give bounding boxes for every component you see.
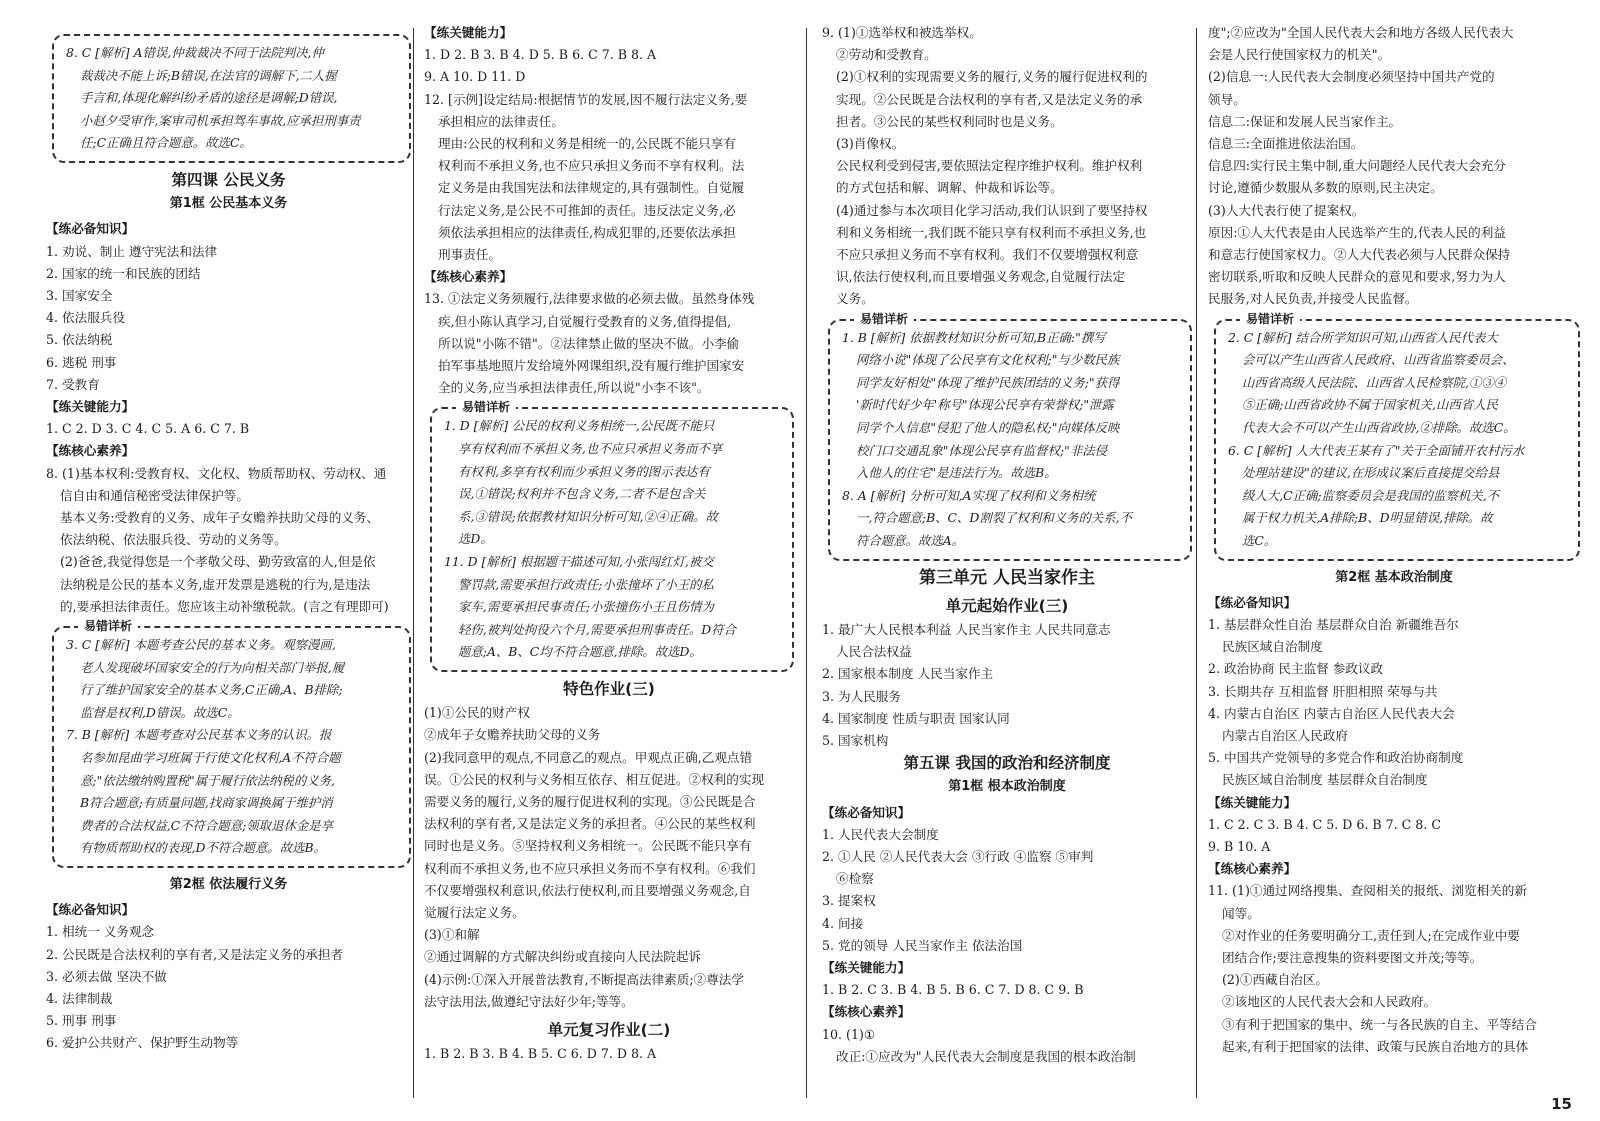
text-line: 老人发现破坏国家安全的行为向相关部门举报,履 (80, 659, 345, 675)
list-item: 5. 党的领导 人民当家作主 依法治国 (822, 937, 1023, 953)
box-title: 易错详析 (456, 398, 516, 416)
text-line: (2)我同意甲的观点,不同意乙的观点。甲观点正确,乙观点错 (424, 749, 753, 765)
text-line: 入他人的住宅"是违法行为。故选B。 (856, 465, 1057, 481)
text-line: 级人大,C正确;监察委员会是我国的监察机关,不 (1242, 487, 1499, 503)
text-line: (3)人大代表行使了提案权。 (1208, 202, 1365, 218)
frame-title: 第2框 依法履行义务 (169, 876, 288, 892)
text-line: (4)通过参与本次项目化学习活动,我们认识到了要坚持权 (836, 202, 1148, 218)
text-line: 领导。 (1208, 91, 1246, 107)
text-line: 题意;A、B、C均不符合题意,排除。故选D。 (458, 644, 702, 660)
frame-title: 第1框 根本政治制度 (948, 779, 1066, 795)
answer-line: 1. D 2. B 3. B 4. D 5. B 6. C 7. B 8. A (424, 47, 657, 63)
text-line: 符合题意。故选A。 (856, 532, 965, 548)
list-item: 7. 受教育 (46, 376, 100, 392)
section-heading: 【练核心素养】 (822, 1004, 911, 1020)
answer-line: 1. C 2. D 3. C 4. C 5. A 6. C 7. B (46, 421, 250, 437)
text-line: (2)爸爸,我觉得您是一个孝敬父母、勤劳致富的人,但是依 (60, 554, 376, 570)
text-line: 民服务,对人民负责,并接受人民监督。 (1208, 291, 1418, 307)
section-heading: 【练关键能力】 (424, 25, 513, 40)
text-line: 觉履行法定义务。 (424, 905, 525, 921)
list-item: 5. 刑事 刑事 (46, 1013, 117, 1029)
list-item: 1. 最广大人民根本利益 人民当家作主 人民共同意志 (822, 621, 1111, 637)
text-line: 名参加昆曲学习班属于行使文化权利,A不符合题 (80, 750, 341, 765)
text-line: 监督是权利,D错误。故选C。 (80, 704, 240, 720)
text-line: 识,依法行使权利,而且要增强义务观念,自觉履行法定 (836, 269, 1126, 285)
analysis-box (430, 400, 794, 672)
text-line: 同时也是义务。⑤坚持权利义务相统一。公民既不能只享有 (424, 838, 752, 854)
text-line: 利和义务相统一,我们既不能只享有权利而不承担义务,也 (836, 224, 1147, 240)
text-line: 同学个人信息"侵犯了他人的隐私权;"向媒体反映 (856, 420, 1120, 436)
list-item: 4. 国家制度 性质与职责 国家认同 (822, 710, 1010, 726)
text-line: 代表大会不可以产生山西省政协,②排除。故选C。 (1242, 420, 1516, 436)
section-heading: 【练关键能力】 (46, 399, 135, 414)
column-divider (1196, 28, 1197, 1098)
text-line: ②该地区的人民代表大会和人民政府。 (1222, 994, 1437, 1010)
text-line: 1. D [解析] 公民的权利义务相统一,公民既不能只 (444, 418, 715, 434)
text-line: 10. (1)① (822, 1026, 876, 1042)
text-line: 拍军事基地照片发给境外网课组织,没有履行维护国家安 (438, 358, 745, 374)
frame-title: 第2框 基本政治制度 (1335, 569, 1453, 585)
list-item: 3. 长期共存 互相监督 肝胆相照 荣辱与共 (1208, 683, 1438, 699)
text-line: 校门口交通乱象"体现公民享有监督权;"非法侵 (856, 442, 1107, 458)
analysis-box-top (52, 34, 411, 163)
text-line: 的,要承担法律责任。您应该主动补缴税款。(言之有理即可) (60, 598, 389, 614)
text-line: ②成年子女赡养扶助父母的义务 (424, 727, 601, 743)
text-line: 信息二:保证和发展人民当家作主。 (1208, 113, 1402, 129)
text-line: 定义务是由我国宪法和法律规定的,具有强制性。自觉履 (438, 180, 745, 196)
section-heading: 【练关键能力】 (1208, 794, 1297, 810)
text-line: 信息四:实行民主集中制,重大问题经人民代表大会充分 (1208, 158, 1506, 174)
text-line: 9. (1)①选举权和被选举权。 (822, 25, 982, 40)
text-line: 和意志行使国家权力。②人大代表必须与人民群众保持 (1208, 247, 1511, 263)
list-item: 3. 为人民服务 (822, 688, 901, 704)
list-item: 1. 人民代表大会制度 (822, 826, 939, 842)
text-line: 原因:①人大代表是由人民选举产生的,代表人民的利益 (1208, 224, 1506, 240)
list-item: 4. 依法服兵役 (46, 310, 125, 326)
special-title: 特色作业(三) (563, 679, 655, 698)
text-line: 12. [示例]设定结局:根据情节的发展,因不履行法定义务,要 (424, 91, 748, 107)
text-line: 误。①公民的权利与义务相互依存、相互促进。②权利的实现 (424, 771, 765, 787)
lesson-title: 第五课 我国的政治和经济制度 (903, 754, 1111, 773)
text-line: 行法定义务,是公民不可推卸的责任。违反法定义务,必 (438, 202, 736, 218)
list-item: 1. 劝说、制止 遵守宪法和法律 (46, 243, 218, 259)
text-line: (4)示例:①深入开展普法教育,不断提高法律素质;②尊法学 (424, 971, 744, 987)
text-line: 信自由和通信秘密受法律保护等。 (60, 487, 249, 503)
text-line: 不应只承担义务而不享有权利。我们不仅要增强权利意 (836, 247, 1139, 263)
list-item: 2. 公民既是合法权利的享有者,又是法定义务的承担者 (46, 946, 344, 962)
lesson-title: 第四课 公民义务 (171, 170, 286, 189)
text-line: 的方式包括和解、调解、仲裁和诉讼等。 (836, 180, 1063, 196)
text-line: 信息三:全面推进依法治国。 (1208, 136, 1364, 152)
text-line: 公民权利受到侵害,要依照法定程序维护权利。维护权利 (836, 158, 1143, 174)
text-line: 起来,有利于把国家的法律、政策与民族自治地方的具体 (1222, 1038, 1529, 1054)
text-line: 费者的合法权益,C不符合题意;领取退休金是享 (80, 817, 334, 833)
text-line: 2. C [解析] 结合所学知识可知,山西省人民代表大 (1228, 329, 1498, 345)
text-line: (3)①和解 (424, 927, 480, 943)
text-line: (2)①西藏自治区。 (1222, 972, 1328, 988)
text-line: 享有权利而不承担义务,也不应只承担义务而不享 (458, 441, 723, 457)
box-title: 易错详析 (854, 310, 914, 328)
text-line: 处理站建设"的建议,在形成议案后直接提交给县 (1242, 465, 1500, 481)
text-line: 属于权力机关,A排除;B、D明显错误,排除。故 (1242, 510, 1493, 526)
frame-title: 第1框 公民基本义务 (169, 196, 288, 212)
column-divider (806, 28, 807, 1098)
text-line: 意;"依法缴纳购置税"属于履行依法纳税的义务, (80, 772, 335, 788)
answer-line: 1. C 2. C 3. B 4. C 5. D 6. B 7. C 8. C (1208, 816, 1441, 832)
start-title: 单元起始作业(三) (945, 596, 1069, 615)
column-4 (1208, 22, 1580, 1058)
list-item: 3. 必须去做 坚决不做 (46, 968, 167, 984)
section-heading: 【练关键能力】 (822, 960, 911, 976)
text-line: 实现。②公民既是合法权利的享有者,又是法定义务的承 (836, 91, 1143, 107)
answer-line: 1. B 2. B 3. B 4. B 5. C 6. D 7. D 8. A (424, 1046, 657, 1062)
text-line: 会是人民行使国家权力的机关"。 (1208, 47, 1391, 63)
text-line: 基本义务:受教育的义务、成年子女赡养扶助父母的义务、 (60, 510, 380, 526)
text-line: 法纳税是公民的基本义务,虚开发票是逃税的行为,是违法 (60, 576, 371, 592)
page-number: 15 (1551, 1095, 1572, 1113)
text-line: 误,①错误;权利并不包含义务,二者不是包含关 (458, 486, 706, 502)
text-line: 任;C正确且符合题意。故选C。 (80, 135, 252, 151)
text-line: ②劳动和受教育。 (836, 47, 937, 63)
text-line: 轻伤,被判处拘役六个月,需要承担刑事责任。D符合 (458, 621, 737, 637)
list-item: 3. 提案权 (822, 893, 876, 909)
text-line: 7. B [解析] 本题考查对公民基本义务的认识。报 (66, 727, 332, 743)
text-line: 山西省高级人民法院、山西省人民检察院,①③④ (1242, 374, 1507, 390)
text-line: 系,③错误;依据教材知识分析可知,②④正确。故 (458, 508, 718, 524)
text-line: 依法纳税、依法服兵役、劳动的义务等。 (60, 532, 287, 548)
text-line: 不仅要增强权利意识,依法行使权利,而且要增强义务观念,自 (424, 882, 751, 898)
box-title: 易错详析 (78, 617, 138, 635)
text-line: 全的义务,应当承担法律责任,所以说"小李不该"。 (438, 380, 710, 396)
text-line: 有物质帮助权的表现,D不符合题意。故选B。 (80, 840, 327, 856)
analysis-box (828, 311, 1192, 561)
list-item: 3. 国家安全 (46, 287, 113, 303)
text-line: 度";②应改为"全国人民代表大会和地方各级人民代表大 (1208, 25, 1514, 40)
text-line: 同学友好相处"体现了维护民族团结的义务;"获得 (856, 374, 1120, 390)
list-item: 4. 法律制裁 (46, 990, 113, 1006)
text-line: '新时代好少年'称号"体现公民享有荣誉权;"泄露 (856, 397, 1114, 413)
unit-title: 第三单元 人民当家作主 (919, 567, 1095, 588)
text-line: 讨论,遵循少数服从多数的原则,民主决定。 (1208, 180, 1443, 196)
text-line: (2)①权利的实现需要义务的履行,义务的履行促进权利的 (836, 69, 1148, 85)
text-line: 承担相应的法律责任。 (438, 113, 564, 129)
text-line: 选D。 (458, 531, 493, 547)
text-line: 裁裁决不能上诉;B错误,在法官的调解下,二人握 (80, 67, 337, 83)
list-item: 4. 内蒙古自治区 内蒙古自治区人民代表大会 (1208, 705, 1455, 721)
text-line: 理由:公民的权利和义务是相统一的,公民既不能只享有 (438, 136, 736, 152)
answer-line: 9. A 10. D 11. D (424, 69, 526, 85)
section-heading: 【练必备知识】 (1208, 594, 1297, 610)
analysis-box (52, 619, 411, 868)
section-heading: 【练必备知识】 (46, 221, 135, 237)
text-line: 刑事责任。 (438, 247, 501, 263)
column-2 (424, 22, 794, 1065)
section-heading: 【练核心素养】 (1208, 861, 1297, 877)
text-line: ③有利于把国家的集中、统一与各民族的自主、平等结合 (1222, 1016, 1537, 1032)
text-line: 担者。③公民的某些权利同时也是义务。 (836, 113, 1063, 129)
list-item: 2. 国家的统一和民族的团结 (46, 265, 201, 281)
column-1 (46, 22, 411, 1055)
list-item: 人民合法权益 (836, 644, 912, 660)
text-line: ⑤正确;山西省政协不属于国家机关,山西省人民 (1242, 397, 1498, 413)
text-line: ②通过调解的方式解决纠纷或直接向人民法院起诉 (424, 949, 702, 965)
text-line: 权利而不承担义务,也不应只承担义务而不享有权利。⑥我们 (424, 860, 756, 876)
text-line: (3)肖像权。 (836, 136, 905, 152)
text-line: 11. D [解析] 根据题干描述可知,小张闯红灯,被交 (444, 554, 714, 570)
analysis-box (1214, 311, 1580, 561)
list-item: 民族区域自治制度 (1222, 639, 1323, 655)
text-line: 6. C [解析] 人大代表王某有了"关于全面铺开农村污水 (1228, 442, 1525, 458)
list-item: 5. 中国共产党领导的多党合作和政治协商制度 (1208, 750, 1464, 766)
text-line: 会可以产生山西省人民政府、山西省监察委员会、 (1242, 352, 1515, 368)
text-line: 密切联系,听取和反映人民群众的意见和要求,努力为人 (1208, 269, 1506, 285)
list-item: ⑥检察 (836, 871, 874, 887)
section-heading: 【练必备知识】 (46, 902, 135, 918)
text-line: 8. (1)基本权利:受教育权、文化权、物质帮助权、劳动权、通 (46, 465, 387, 481)
list-item: 内蒙古自治区人民政府 (1222, 728, 1348, 743)
text-line: (1)①公民的财产权 (424, 705, 530, 721)
text-line: 8. C [解析] A错误,仲裁裁决不同于法院判决,仲 (66, 45, 324, 60)
text-line: 闻等。 (1222, 905, 1260, 921)
answer-line: 1. B 2. C 3. B 4. B 5. B 6. C 7. D 8. C 9. B (822, 982, 1084, 998)
text-line: 手言和,体现化解纠纷矛盾的途径是调解;D错误, (80, 90, 338, 106)
text-line: 选C。 (1242, 532, 1277, 548)
list-item: 2. 国家根本制度 人民当家作主 (822, 666, 994, 682)
text-line: 改正:①应改为"人民代表大会制度是我国的根本政治制 (836, 1048, 1136, 1064)
list-item: 4. 间接 (822, 915, 864, 931)
list-item: 6. 爱护公共财产、保护野生动物等 (46, 1035, 239, 1051)
text-line: 1. B [解析] 依据教材知识分析可知,B正确:"撰写 (842, 329, 1106, 345)
list-item: 5. 依法纳税 (46, 332, 113, 348)
list-item: 1. 相统一 义务观念 (46, 924, 155, 940)
text-line: 13. ①法定义务须履行,法律要求做的必须去做。虽然身体残 (424, 291, 755, 307)
text-line: 所以说"小陈不错"。②法律禁止做的坚决不做。小李偷 (438, 335, 740, 351)
text-line: 家车,需要承担民事责任;小张撞伤小王且伤情为 (458, 599, 714, 615)
text-line: 法权利的享有者,又是法定义务的承担者。④公民的某些权利 (424, 816, 756, 832)
text-line: ②对作业的任务要明确分工,责任到人;在完成作业中要 (1222, 927, 1520, 943)
text-line: 警罚款,需要承担行政责任;小张撞坏了小王的私 (458, 576, 714, 592)
text-line: 11. (1)①通过网络搜集、查阅相关的报纸、浏览相关的新 (1208, 883, 1527, 899)
text-line: 需要义务的履行,义务的履行促进权利的实现。③公民既是合 (424, 794, 756, 809)
answer-line: 9. B 10. A (1208, 839, 1271, 855)
list-item: 2. 政治协商 民主监督 参政议政 (1208, 661, 1384, 677)
list-item: 民族区域自治制度 基层群众自治制度 (1222, 772, 1428, 788)
list-item: 5. 国家机构 (822, 733, 889, 748)
text-line: 权利而不承担义务,也不应只承担义务而不享有权利。法 (438, 158, 745, 174)
text-line: 法守法用法,做遵纪守法好少年;等等。 (424, 993, 634, 1009)
text-line: 义务。 (836, 291, 874, 307)
text-line: 团结合作;要注意搜集的资料要图文并茂;等等。 (1222, 950, 1483, 966)
section-heading: 【练核心素养】 (46, 443, 135, 459)
text-line: 8. A [解析] 分析可知,A实现了权利和义务相统 (842, 487, 1096, 503)
box-title: 易错详析 (1240, 310, 1300, 328)
text-line: 小赵夕受审作,案审司机承担驾车事故,应承担刑事责 (80, 112, 361, 128)
list-item: 2. ①人民 ②人民代表大会 ③行政 ④监察 ⑤审判 (822, 849, 1094, 865)
column-3 (822, 22, 1192, 1068)
review-title: 单元复习作业(二) (547, 1021, 671, 1040)
text-line: 疾,但小陈认真学习,自觉履行受教育的义务,值得提倡, (438, 313, 732, 329)
section-heading: 【练必备知识】 (822, 804, 911, 820)
text-line: (2)信息一:人民代表大会制度必须坚持中国共产党的 (1208, 69, 1495, 85)
text-line: 3. C [解析] 本题考查公民的基本义务。观察漫画, (66, 637, 336, 653)
text-line: 须依法承担相应的法律责任,构成犯罪的,还要依法承担 (438, 224, 736, 240)
section-heading: 【练核心素养】 (424, 269, 513, 285)
list-item: 6. 逃税 刑事 (46, 354, 117, 370)
text-line: 有权利,多享有权利而少承担义务的图示表达有 (458, 463, 710, 479)
text-line: 行了维护国家安全的基本义务,C正确,A、B排除; (80, 682, 343, 698)
text-line: B符合题意;有质量问题,找商家调换属于维护消 (80, 795, 333, 811)
text-line: 网络小说"体现了公民享有文化权利;"与少数民族 (856, 352, 1120, 368)
list-item: 1. 基层群众性自治 基层群众自治 新疆维吾尔 (1208, 616, 1459, 632)
text-line: 一,符合题意;B、C、D割裂了权利和义务的关系,不 (856, 510, 1132, 526)
column-divider (413, 28, 414, 1098)
